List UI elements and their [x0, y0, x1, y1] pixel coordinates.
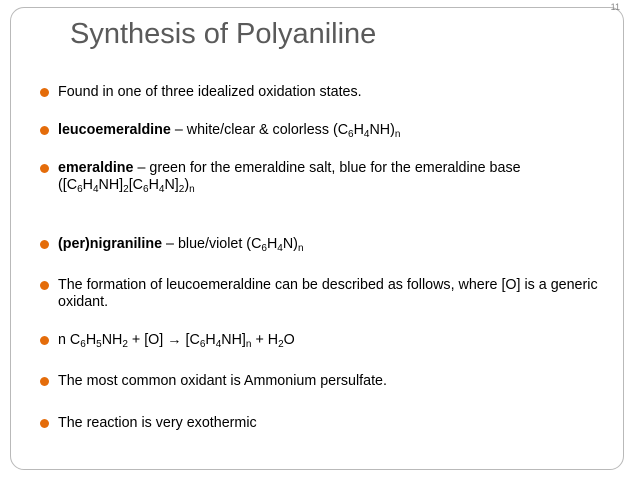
bullet-pernigraniline — [40, 236, 598, 253]
formula-part: n C — [58, 332, 81, 348]
formula-part: NH — [101, 332, 123, 348]
subscript: 6 — [261, 243, 267, 254]
subscript: 6 — [199, 339, 206, 350]
formula-part: O — [283, 332, 295, 348]
subscript: 6 — [77, 184, 83, 195]
formula-part: + H — [251, 332, 279, 348]
bullet-formation — [40, 277, 598, 311]
slide-title: Synthesis of Polyaniline — [70, 18, 377, 50]
formula-part: N) — [282, 236, 298, 252]
subscript: 5 — [96, 339, 102, 350]
subscript: n — [297, 243, 304, 254]
bullet-leucoemeraldine — [40, 122, 598, 139]
formula-part: + [O] → [C — [127, 332, 200, 348]
formula-part: ([C — [58, 177, 78, 193]
formula-part: H — [266, 236, 278, 252]
formula-part: H — [205, 332, 216, 348]
page-number: 11 — [610, 2, 620, 12]
formula-part: H — [148, 177, 159, 193]
formula-part: NH] — [98, 177, 124, 193]
bullet-oxidation-states — [40, 84, 598, 101]
term-emeraldine: emeraldine — [58, 160, 134, 176]
bullet-text: The reaction is very exothermic — [58, 415, 257, 431]
bullet-emeraldine — [40, 160, 598, 194]
subscript: n — [394, 129, 401, 140]
bullet-text: – blue/violet (C — [162, 236, 262, 252]
bullet-text: The formation of leucoemeraldine can be described as follows, where [O] is a generic oxidant. — [58, 277, 598, 310]
bullet-reaction-equation — [40, 332, 598, 349]
bullet-text: Found in one of three idealized oxidation states. — [58, 84, 362, 100]
formula-part: [C — [128, 177, 144, 193]
formula-part: NH) — [369, 122, 395, 138]
bullet-text: – white/clear & colorless (C — [170, 122, 349, 138]
subscript: 2 — [123, 184, 129, 195]
subscript: 6 — [143, 184, 149, 195]
bullet-text: The most common oxidant is Ammonium persulfate. — [58, 373, 387, 389]
bullet-exothermic — [40, 415, 598, 432]
term-leucoemeraldine: leucoemeraldine — [58, 122, 171, 138]
subscript: 4 — [215, 339, 222, 350]
term-pernigraniline: (per)nigraniline — [58, 236, 163, 252]
formula-part: H — [85, 332, 97, 348]
subscript: 6 — [348, 129, 354, 140]
subscript: 6 — [80, 339, 86, 350]
subscript: 4 — [277, 243, 283, 254]
subscript: 4 — [92, 184, 99, 195]
formula-part: ) — [184, 177, 190, 193]
subscript: 2 — [178, 184, 185, 195]
subscript: n — [245, 339, 252, 350]
bullet-text: – green for the emeraldine salt, blue for the emeraldine base — [133, 160, 521, 176]
formula-part: H — [82, 177, 93, 193]
bullet-oxidant — [40, 373, 598, 390]
subscript: 4 — [158, 184, 165, 195]
subscript: 2 — [278, 339, 284, 350]
subscript: 2 — [122, 339, 128, 350]
formula-part: H — [353, 122, 364, 138]
subscript: 4 — [363, 129, 370, 140]
subscript: n — [189, 184, 195, 195]
formula-part: NH] — [221, 332, 246, 348]
formula-part: N] — [164, 177, 179, 193]
